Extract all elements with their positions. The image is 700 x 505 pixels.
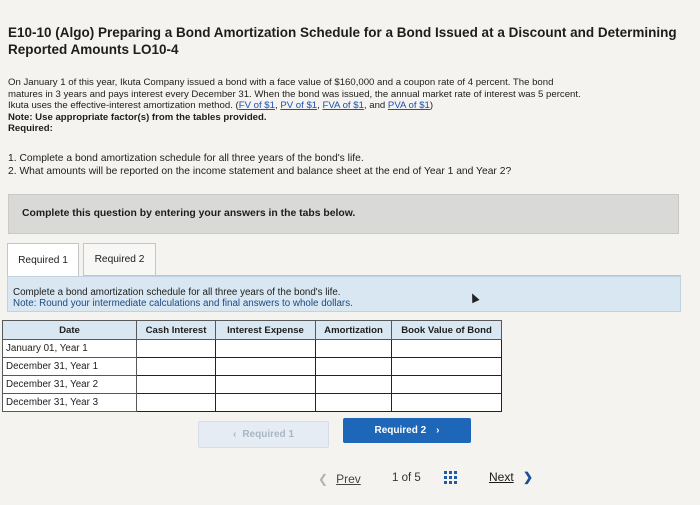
amortization-field[interactable] — [316, 358, 391, 375]
current-page: 1 — [392, 472, 399, 484]
row-date-label: December 31, Year 2 — [3, 376, 137, 394]
interest-expense-input[interactable] — [216, 340, 316, 358]
interest-expense-field[interactable] — [216, 376, 315, 393]
amortization-schedule-table — [2, 320, 502, 412]
required-heading: Required: — [8, 123, 53, 134]
table-row — [3, 358, 502, 376]
amortization-input[interactable] — [316, 340, 392, 358]
link-pva-of-1[interactable]: PVA of $1 — [387, 100, 430, 111]
next-required-button[interactable] — [343, 418, 471, 443]
title-line-2: Reported Amounts LO10-4 — [8, 42, 179, 57]
separator-and: , and — [363, 100, 388, 111]
cash-interest-field[interactable] — [137, 376, 215, 393]
amortization-input[interactable] — [316, 376, 392, 394]
next-required-label: Required 2 — [374, 425, 427, 436]
amortization-field[interactable] — [316, 340, 391, 357]
cash-interest-field[interactable] — [137, 358, 215, 375]
instructions-line-1: Complete a bond amortization schedule for all three years of the bond's life. — [13, 287, 341, 298]
requirement-2: 2. What amounts will be reported on the income statement and balance sheet at the end of Year 1 and Year 2? — [8, 166, 512, 177]
row-date-label: December 31, Year 1 — [3, 358, 137, 376]
next-label: Next — [489, 470, 514, 484]
problem-line-3 — [8, 100, 698, 112]
page-of: of — [401, 472, 412, 484]
grid-icon[interactable] — [444, 471, 457, 484]
chevron-left-icon: ‹ — [232, 429, 237, 440]
instructions-banner — [8, 194, 679, 234]
close-paren: ) — [429, 100, 434, 111]
table-row — [3, 340, 502, 358]
separator: , — [317, 100, 323, 111]
separator: , — [274, 100, 281, 111]
link-fv-of-1[interactable]: FV of $1 — [238, 100, 275, 111]
link-pv-of-1[interactable]: PV of $1 — [280, 100, 318, 111]
book-value-input[interactable] — [392, 358, 502, 376]
tab-instructions — [7, 276, 681, 312]
chevron-right-icon: ❯ — [523, 470, 534, 484]
problem-text — [8, 77, 698, 135]
book-value-field[interactable] — [392, 394, 501, 411]
title-line-1: E10-10 (Algo) Preparing a Bond Amortization Schedule for a Bond Issued at a Discount and Determining — [8, 25, 677, 40]
col-header-book-value: Book Value of Bond — [392, 321, 502, 340]
chevron-right-icon: › — [436, 425, 440, 436]
interest-expense-input[interactable] — [216, 394, 316, 412]
cash-interest-field[interactable] — [137, 340, 215, 357]
cash-interest-input[interactable] — [137, 340, 216, 358]
interest-expense-field[interactable] — [216, 340, 315, 357]
next-page-button[interactable] — [489, 470, 533, 484]
banner-text: Complete this question by entering your answers in the tabs below. — [22, 208, 356, 219]
instructions-note: Note: Round your intermediate calculations and final answers to whole dollars. — [13, 298, 353, 309]
prev-required-label: Required 1 — [242, 429, 295, 440]
question-title — [8, 24, 698, 58]
cash-interest-input[interactable] — [137, 394, 216, 412]
book-value-input[interactable] — [392, 376, 502, 394]
interest-expense-input[interactable] — [216, 376, 316, 394]
row-date-label: December 31, Year 3 — [3, 394, 137, 412]
col-header-interest-expense: Interest Expense — [216, 321, 316, 340]
table-row — [3, 376, 502, 394]
problem-line-3-text: Ikuta uses the effective-interest amortization method. ( — [8, 100, 239, 111]
table-row — [3, 394, 502, 412]
tab-required-1[interactable]: Required 1 — [7, 243, 79, 277]
cash-interest-field[interactable] — [137, 394, 215, 411]
book-value-input[interactable] — [392, 340, 502, 358]
page-indicator — [392, 472, 421, 484]
book-value-input[interactable] — [392, 394, 502, 412]
prev-required-button[interactable] — [198, 421, 329, 448]
amortization-field[interactable] — [316, 376, 391, 393]
interest-expense-field[interactable] — [216, 394, 315, 411]
cash-interest-input[interactable] — [137, 358, 216, 376]
book-value-field[interactable] — [392, 340, 501, 357]
amortization-field[interactable] — [316, 394, 391, 411]
tab-required-2[interactable]: Required 2 — [83, 243, 156, 276]
problem-line-1: On January 1 of this year, Ikuta Company issued a bond with a face value of $160,000 and a coupon rate of 4 percent. The bond — [8, 77, 554, 88]
col-header-date: Date — [3, 321, 137, 340]
col-header-amortization: Amortization — [316, 321, 392, 340]
row-date-label: January 01, Year 1 — [3, 340, 137, 358]
total-pages: 5 — [414, 472, 421, 484]
amortization-input[interactable] — [316, 394, 392, 412]
amortization-input[interactable] — [316, 358, 392, 376]
interest-expense-field[interactable] — [216, 358, 315, 375]
table-header-row — [3, 321, 502, 340]
book-value-field[interactable] — [392, 376, 501, 393]
prev-page-button[interactable] — [318, 472, 361, 486]
requirements-list — [8, 152, 698, 178]
interest-expense-input[interactable] — [216, 358, 316, 376]
prev-label: Prev — [336, 472, 361, 486]
book-value-field[interactable] — [392, 358, 501, 375]
cash-interest-input[interactable] — [137, 376, 216, 394]
requirement-1: 1. Complete a bond amortization schedule for all three years of the bond's life. — [8, 153, 364, 164]
problem-line-2: matures in 3 years and pays interest every December 31. When the bond was issued, the annual market rate of interest was 5 percent. — [8, 88, 581, 100]
problem-note: Note: Use appropriate factor(s) from the tables provided. — [8, 111, 267, 123]
chevron-left-icon: ❮ — [318, 472, 329, 486]
link-fva-of-1[interactable]: FVA of $1 — [322, 100, 364, 111]
col-header-cash-interest: Cash Interest — [137, 321, 216, 340]
